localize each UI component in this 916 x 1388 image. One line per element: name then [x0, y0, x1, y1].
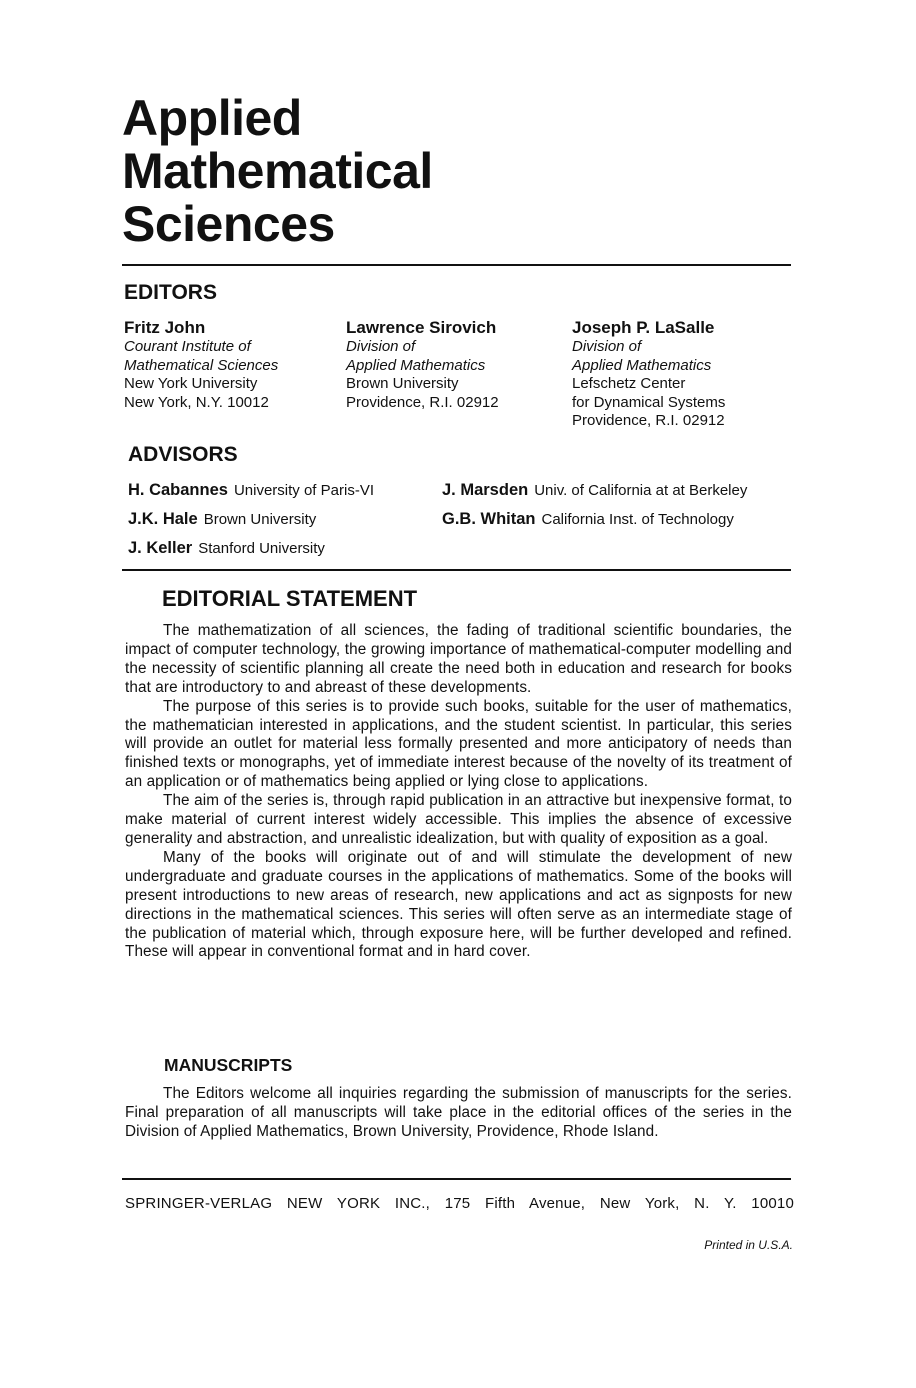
- series-title-line: Sciences: [122, 196, 335, 252]
- statement-paragraph: The aim of the series is, through rapid publication in an attractive but inexpensive format, to make material of current interest widely accessible. This implies the absence of excessive generality and abstraction, and unrealistic idealization, but with quality of exposition as a goal.: [125, 792, 792, 847]
- editor-lawrence-sirovich: [346, 318, 499, 412]
- editor-name: Joseph P. LaSalle: [572, 318, 715, 337]
- statement-paragraph: The purpose of this series is to provide such books, suitable for the user of mathematics, the mathematician interested in applications, and the student scientist. In particular, this series will provide an outlet for material less formally presented and more anticipatory of needs than finished texts or monographs, yet of immediate interest because of the novelty of its treatment of an application or of mathematics being applied or lying close to applications.: [125, 697, 792, 791]
- divider: [122, 264, 791, 266]
- advisor-name: G.B. Whitan: [442, 510, 536, 528]
- editor-address: Providence, R.I. 02912: [572, 412, 725, 429]
- editor-affiliation: Courant Institute of: [124, 338, 251, 355]
- series-title: [122, 92, 433, 251]
- divider: [122, 1178, 791, 1180]
- editor-affiliation: Division of: [346, 338, 416, 355]
- advisors-heading: ADVISORS: [128, 443, 238, 466]
- manuscripts-paragraph: The Editors welcome all inquiries regarding the submission of manuscripts for the series. Final preparation of all manuscripts will take place in the editorial offices of the series in the Division of Applied Mathematics, Brown University, Providence, Rhode Island.: [125, 1085, 792, 1140]
- manuscripts-body: [125, 1085, 792, 1142]
- divider: [122, 569, 791, 571]
- printed-notice: Printed in U.S.A.: [704, 1238, 793, 1252]
- editor-address: New York University: [124, 375, 258, 392]
- advisor-entry: [442, 480, 747, 501]
- advisor-affiliation: Stanford University: [198, 540, 325, 557]
- editors-heading: EDITORS: [124, 281, 217, 304]
- advisor-affiliation: University of Paris-VI: [233, 482, 374, 499]
- editor-address: Lefschetz Center: [572, 375, 686, 392]
- manuscripts-heading: MANUSCRIPTS: [164, 1055, 293, 1075]
- editor-joseph-lasalle: [572, 318, 725, 431]
- editor-address: for Dynamical Systems: [572, 393, 726, 411]
- series-title-line: Applied: [122, 90, 302, 146]
- editor-affiliation: Division of: [572, 338, 642, 355]
- editor-name: Fritz John: [124, 318, 206, 337]
- editor-affiliation: Applied Mathematics: [346, 356, 486, 374]
- editor-affiliation: Applied Mathematics: [572, 356, 712, 374]
- publisher-address: SPRINGER-VERLAG NEW YORK INC., 175 Fifth Avenue, New York, N. Y. 10010: [125, 1195, 794, 1212]
- advisor-name: J. Keller: [128, 539, 193, 557]
- advisor-entry: [128, 480, 374, 501]
- advisor-entry: [128, 538, 325, 559]
- editorial-statement-heading: EDITORIAL STATEMENT: [162, 586, 418, 611]
- advisor-affiliation: Brown University: [203, 511, 317, 528]
- editor-name: Lawrence Sirovich: [346, 318, 497, 337]
- editor-address: Providence, R.I. 02912: [346, 393, 499, 411]
- editor-address: Brown University: [346, 375, 459, 392]
- editor-fritz-john: [124, 318, 278, 412]
- statement-paragraph: The mathematization of all sciences, the fading of traditional scientific boundaries, the impact of computer technology, the growing importance of mathematical-computer modelling and the necessity of scientific planning all create the need both in education and research for books that are introductory to and abreast of these developments.: [125, 622, 792, 696]
- advisor-affiliation: Univ. of California at at Berkeley: [534, 482, 748, 499]
- advisor-entry: [442, 509, 734, 530]
- series-title-line: Mathematical: [122, 143, 433, 199]
- advisor-affiliation: California Inst. of Technology: [541, 511, 734, 528]
- advisor-name: H. Cabannes: [128, 481, 228, 499]
- editorial-statement-body: [125, 622, 792, 962]
- editor-affiliation: Mathematical Sciences: [124, 356, 279, 374]
- statement-paragraph: Many of the books will originate out of and will stimulate the development of new undergraduate and graduate courses in the applications of mathematics. Some of the books will present introductions to new areas of research, new applications and act as signposts for new directions in the mathematical sciences. This series will often serve as an intermediate stage of the publication of material which, through exposure here, will be further developed and refined. These will appear in conventional format and in hard cover.: [125, 848, 792, 961]
- advisor-name: J. Marsden: [442, 481, 529, 499]
- advisor-entry: [128, 509, 316, 530]
- editor-address: New York, N.Y. 10012: [124, 393, 269, 411]
- advisor-name: J.K. Hale: [128, 510, 198, 528]
